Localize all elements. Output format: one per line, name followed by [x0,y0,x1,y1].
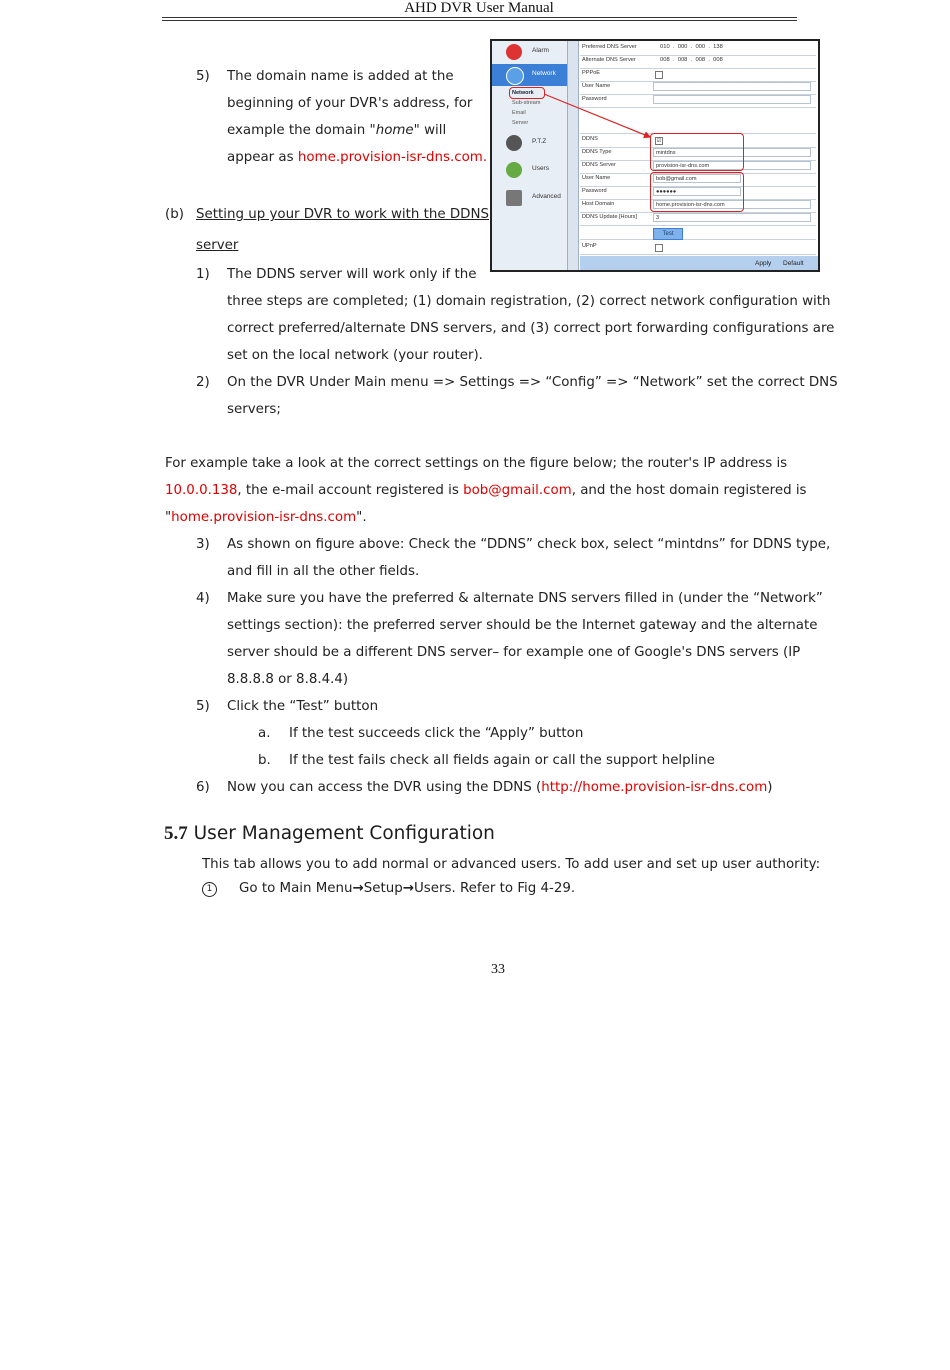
paragraph-line: beginning of your DVR's address, for [227,96,473,111]
paragraph-line: As shown on figure above: Check the “DDNS” check box, select “mintdns” for DDNS type, [227,537,831,552]
paragraph-line: On the DVR Under Main menu => Settings => “Config” => “Network” set the correct DNS [227,375,838,390]
paragraph-line: 10.0.0.138, the e-mail account registered is bob@gmail.com, and the host domain registered is [165,483,807,498]
section-heading: 5.7 User Management Configuration [164,823,495,844]
list-number: 4) [196,591,210,606]
paragraph-line: settings section): the preferred server should be the Internet gateway and the alternate [227,618,818,633]
field-label: DDNS Update [Hours] [582,214,638,220]
section-title-cont: server [196,238,239,253]
list-number: 6) [196,780,210,795]
header-rule [162,17,797,18]
page-number: 33 [491,962,505,977]
list-number: 2) [196,375,210,390]
paragraph-line: If the test succeeds click the “Apply” button [289,726,584,741]
paragraph-line: example the domain "home" will [227,123,447,138]
paragraph-line: server should be a different DNS server– for example one of Google's DNS servers (IP [227,645,801,660]
ip-highlight: 10.0.0.138 [165,483,238,498]
ddns-password-input[interactable]: ●●●●●● [653,187,741,196]
field-label: UPnP [582,243,597,249]
preferred-dns-input[interactable]: 010 . 000 . 000 . 138 [660,44,723,50]
field-label: User Name [582,175,611,181]
list-letter: b. [258,753,271,768]
action-bar [580,256,818,270]
header-rule-double [162,20,797,21]
paragraph-line: Click the “Test” button [227,699,379,714]
field-label: User Name [582,83,611,89]
host-domain-input[interactable]: home.provision-isr-dns.com [653,200,811,209]
list-number: 5) [196,699,210,714]
pointer-arrow [492,41,818,270]
list-number: 3) [196,537,210,552]
paragraph-line: The DDNS server will work only if the [227,267,477,282]
ddns-update-select[interactable]: 3 [653,213,811,222]
field-label: Preferred DNS Server [582,44,637,50]
circled-step-number: 1 [202,882,217,897]
paragraph-line: and fill in all the other fields. [227,564,420,579]
list-number: 5) [196,69,210,84]
dvr-network-screenshot [490,39,820,272]
nav-label: P.T.Z [532,138,547,145]
step-line: 1 Go to Main Menu→Setup→Users. Refer to Fig 4-29. [202,879,575,898]
paragraph-line: servers; [227,402,281,417]
subnav-email[interactable]: Email [512,110,526,116]
paragraph-line: appear as home.provision-isr-dns.com. [227,150,488,165]
paragraph-line: The domain name is added at the [227,69,454,84]
paragraph-line: Make sure you have the preferred & alternate DNS servers filled in (under the “Network” [227,591,823,606]
email-highlight: bob@gmail.com [463,483,572,498]
domain-highlight: home.provision-isr-dns.com. [297,150,488,165]
arrow-icon: → [402,881,414,896]
ddns-server-input[interactable]: provision-isr-dns.com [653,161,811,170]
list-letter: a. [258,726,271,741]
nav-label: Network [532,70,556,77]
subnav-network[interactable]: Network [512,90,534,96]
field-label: DDNS Type [582,149,612,155]
field-label: Host Domain [582,201,615,207]
paragraph-line: three steps are completed; (1) domain registration, (2) correct network configuration with [227,294,831,309]
test-button[interactable]: Test [653,228,683,240]
section-title: Setting up your DVR to work with the DDNS [196,207,490,222]
subnav-substream[interactable]: Sub-stream [512,100,541,106]
field-label: DDNS [582,136,598,142]
arrow-icon: → [352,881,364,896]
paragraph-line: correct preferred/alternate DNS servers, and (3) correct port forwarding configurations are [227,321,835,336]
section-label: (b) [165,207,184,222]
field-label: Password [582,96,607,102]
field-label: Password [582,188,607,194]
ddns-checkbox[interactable]: ☑ [656,138,662,144]
list-number: 1) [196,267,210,282]
subnav-server[interactable]: Server [512,120,529,126]
ddns-type-select[interactable]: mintdns [653,148,811,157]
paragraph-line: Now you can access the DVR using the DDNS (http://home.provision-isr-dns.com) [227,780,773,795]
ddns-link[interactable]: http://home.provision-isr-dns.com [541,780,768,795]
default-button[interactable]: Default [783,260,804,267]
nav-label: Users [532,165,549,172]
paragraph-line: "home.provision-isr-dns.com". [165,510,367,525]
field-label: PPPoE [582,70,601,76]
paragraph-line: For example take a look at the correct settings on the figure below; the router's IP address is [165,456,788,471]
apply-button[interactable]: Apply [755,260,772,267]
field-label: DDNS Server [582,162,616,168]
nav-label: Alarm [532,47,549,54]
paragraph-line: This tab allows you to add normal or advanced users. To add user and set up user authority: [202,857,821,872]
page-header-title: AHD DVR User Manual [404,0,554,16]
ddns-username-input[interactable]: bob@gmail.com [653,174,741,183]
host-highlight: home.provision-isr-dns.com [171,510,357,525]
nav-label: Advanced [532,193,561,200]
field-label: Alternate DNS Server [582,57,636,63]
paragraph-line: 8.8.8.8 or 8.8.4.4) [227,672,349,687]
paragraph-line: set on the local network (your router). [227,348,483,363]
paragraph-line: If the test fails check all fields again or call the support helpline [289,753,715,768]
alternate-dns-input[interactable]: 008 . 008 . 008 . 008 [660,57,723,63]
